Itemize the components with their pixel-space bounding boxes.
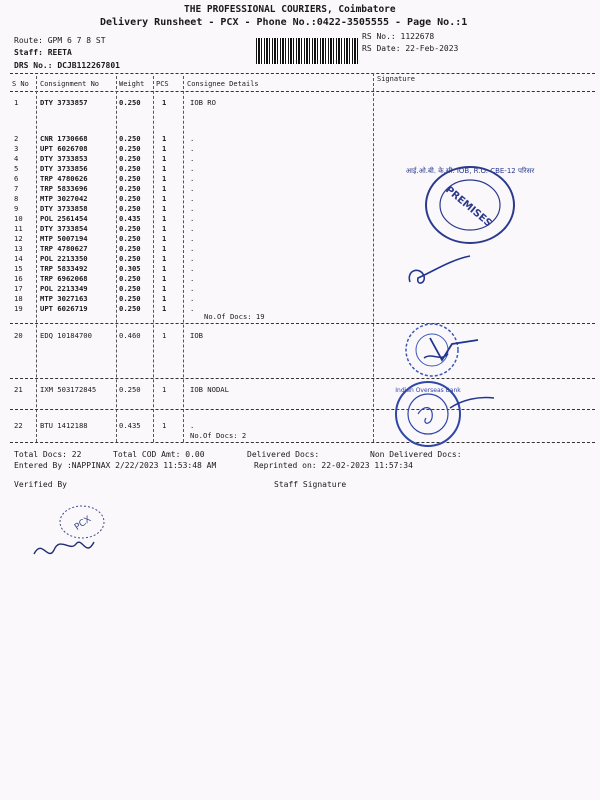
column-line: [373, 73, 374, 442]
divider: [10, 323, 595, 324]
row-consignment: DTY 3733858: [40, 204, 88, 213]
row-details: .: [190, 284, 195, 293]
row-consignment: DTY 3733854: [40, 224, 88, 233]
row-weight: 0.250: [119, 254, 141, 263]
row-consignment: UPT 6026719: [40, 304, 88, 313]
row-consignment: DTY 3733857: [40, 98, 88, 107]
row-consignment: DTY 3733853: [40, 154, 88, 163]
row-sno: 20: [14, 331, 23, 340]
row-pcs: 1: [162, 224, 167, 233]
total-cod: Total COD Amt: 0.00: [113, 450, 205, 459]
overseas-bank-text: Indian Overseas Bank: [395, 387, 461, 394]
row-sno: 21: [14, 385, 23, 394]
row-details: .: [190, 184, 195, 193]
row-pcs: 1: [162, 98, 167, 107]
row-weight: 0.435: [119, 214, 141, 223]
docs-count: No.Of Docs: 19: [204, 312, 265, 321]
row-consignment: TRP 4780626: [40, 174, 88, 183]
row-sno: 8: [14, 194, 19, 203]
row-consignment: UPT 6026708: [40, 144, 88, 153]
row-weight: 0.250: [119, 98, 141, 107]
col-weight: Weight: [119, 80, 145, 88]
row-sno: 4: [14, 154, 19, 163]
row-consignment: POL 2213350: [40, 254, 88, 263]
row-details: IOB NODAL: [190, 385, 229, 394]
row-pcs: 1: [162, 385, 167, 394]
company-title: THE PROFESSIONAL COURIERS, Coimbatore: [184, 4, 396, 15]
row-details: .: [190, 164, 195, 173]
row-sno: 14: [14, 254, 23, 263]
row-details: .: [190, 204, 195, 213]
row-pcs: 1: [162, 214, 167, 223]
premises-stamp: [405, 160, 535, 250]
col-sno: S No: [12, 80, 29, 88]
row-consignment: TRP 6962068: [40, 274, 88, 283]
row-pcs: 1: [162, 304, 167, 313]
row-details: .: [190, 224, 195, 233]
delivery-signature-1: [398, 252, 478, 297]
row-sno: 19: [14, 304, 23, 313]
row-sno: 16: [14, 274, 23, 283]
row-pcs: 1: [162, 421, 167, 430]
column-line: [153, 76, 154, 442]
rs-date: RS Date: 22-Feb-2023: [362, 44, 459, 53]
row-pcs: 1: [162, 284, 167, 293]
row-weight: 0.250: [119, 194, 141, 203]
row-details: .: [190, 294, 195, 303]
premises-text: PREMISES: [443, 184, 494, 230]
row-consignment: DTY 3733856: [40, 164, 88, 173]
row-weight: 0.250: [119, 234, 141, 243]
row-sno: 6: [14, 174, 19, 183]
row-details: .: [190, 304, 195, 313]
row-sno: 7: [14, 184, 19, 193]
row-weight: 0.250: [119, 304, 141, 313]
row-pcs: 1: [162, 184, 167, 193]
row-sno: 3: [14, 144, 19, 153]
row-pcs: 1: [162, 154, 167, 163]
row-pcs: 1: [162, 144, 167, 153]
row-details: .: [190, 274, 195, 283]
row-consignment: POL 2561454: [40, 214, 88, 223]
row-pcs: 1: [162, 294, 167, 303]
row-sno: 12: [14, 234, 23, 243]
row-sno: 15: [14, 264, 23, 273]
row-consignment: TRP 5833696: [40, 184, 88, 193]
row-pcs: 1: [162, 254, 167, 263]
row-details: .: [190, 254, 195, 263]
overseas-bank-stamp: [388, 378, 498, 450]
total-docs: Total Docs: 22: [14, 450, 82, 459]
row-weight: 0.250: [119, 154, 141, 163]
row-details: .: [190, 194, 195, 203]
row-details: .: [190, 214, 195, 223]
row-weight: 0.250: [119, 174, 141, 183]
row-pcs: 1: [162, 244, 167, 253]
row-weight: 0.250: [119, 144, 141, 153]
premises-ring-text: आई.ओ.बी. के.सी. IOB, R.O. CBE-12 परिसर: [405, 167, 535, 175]
column-line: [36, 76, 37, 442]
row-weight: 0.250: [119, 244, 141, 253]
row-details: .: [190, 134, 195, 143]
row-weight: 0.305: [119, 264, 141, 273]
branch-stamp: [400, 318, 490, 378]
divider: [10, 442, 595, 443]
row-weight: 0.250: [119, 284, 141, 293]
row-weight: 0.435: [119, 421, 141, 430]
row-consignment: EDQ 10184700: [40, 331, 92, 340]
staff-label: Staff: REETA: [14, 48, 72, 57]
row-details: .: [190, 234, 195, 243]
staff-signature-label: Staff Signature: [274, 480, 347, 489]
docs-count: No.Of Docs: 2: [190, 431, 247, 440]
row-consignment: TRP 5833492: [40, 264, 88, 273]
row-pcs: 1: [162, 194, 167, 203]
row-weight: 0.250: [119, 385, 141, 394]
delivered-docs: Delivered Docs:: [247, 450, 320, 459]
row-sno: 9: [14, 204, 19, 213]
row-weight: 0.250: [119, 164, 141, 173]
col-consignment: Consignment No: [40, 80, 100, 88]
row-sno: 2: [14, 134, 19, 143]
barcode: [256, 38, 358, 64]
row-weight: 0.250: [119, 294, 141, 303]
entered-by: Entered By :NAPPINAX 2/22/2023 11:53:48 AM: [14, 461, 217, 470]
col-signature: Signature: [377, 75, 415, 83]
row-consignment: MTP 3027163: [40, 294, 88, 303]
drs-number: DRS No.: DCJB112267801: [14, 61, 120, 70]
row-details: .: [190, 244, 195, 253]
row-sno: 11: [14, 224, 23, 233]
row-pcs: 1: [162, 264, 167, 273]
row-pcs: 1: [162, 331, 167, 340]
divider: [10, 91, 595, 92]
non-delivered-docs: Non Delivered Docs:: [370, 450, 462, 459]
row-consignment: BTU 1412188: [40, 421, 88, 430]
runsheet-subtitle: Delivery Runsheet - PCX - Phone No.:0422-3505555 - Page No.:1: [100, 17, 468, 28]
divider: [10, 73, 595, 74]
verified-by-label: Verified By: [14, 480, 67, 489]
row-sno: 5: [14, 164, 19, 173]
row-weight: 0.250: [119, 274, 141, 283]
row-details: IOB: [190, 331, 203, 340]
column-line: [116, 76, 117, 442]
row-consignment: TRP 4780627: [40, 244, 88, 253]
verified-signature: [30, 492, 120, 572]
row-consignment: MTP 5007194: [40, 234, 88, 243]
row-pcs: 1: [162, 274, 167, 283]
row-sno: 1: [14, 98, 19, 107]
row-consignment: MTP 3027042: [40, 194, 88, 203]
row-details: .: [190, 144, 195, 153]
row-details: .: [190, 264, 195, 273]
row-weight: 0.250: [119, 224, 141, 233]
verified-stamp-text: PCX: [72, 514, 94, 533]
row-details: IOB RO: [190, 98, 216, 107]
col-pcs: PCS: [156, 80, 169, 88]
row-consignment: CNR 1730668: [40, 134, 88, 143]
row-sno: 18: [14, 294, 23, 303]
row-pcs: 1: [162, 174, 167, 183]
row-weight: 0.250: [119, 184, 141, 193]
row-details: .: [190, 174, 195, 183]
col-consignee: Consignee Details: [187, 80, 259, 88]
rs-number: RS No.: 1122678: [362, 32, 435, 41]
row-pcs: 1: [162, 164, 167, 173]
row-sno: 10: [14, 214, 23, 223]
row-pcs: 1: [162, 134, 167, 143]
row-pcs: 1: [162, 234, 167, 243]
row-details: .: [190, 421, 195, 430]
reprinted-on: Reprinted on: 22-02-2023 11:57:34: [254, 461, 413, 470]
row-sno: 13: [14, 244, 23, 253]
row-weight: 0.460: [119, 331, 141, 340]
row-consignment: POL 2213349: [40, 284, 88, 293]
divider: [10, 409, 595, 410]
row-pcs: 1: [162, 204, 167, 213]
row-details: .: [190, 154, 195, 163]
route-label: Route: GPM 6 7 8 ST: [14, 36, 106, 45]
divider: [10, 378, 595, 379]
row-weight: 0.250: [119, 204, 141, 213]
column-line: [183, 76, 184, 442]
row-sno: 17: [14, 284, 23, 293]
row-consignment: IXM 503172845: [40, 385, 97, 394]
row-weight: 0.250: [119, 134, 141, 143]
row-sno: 22: [14, 421, 23, 430]
